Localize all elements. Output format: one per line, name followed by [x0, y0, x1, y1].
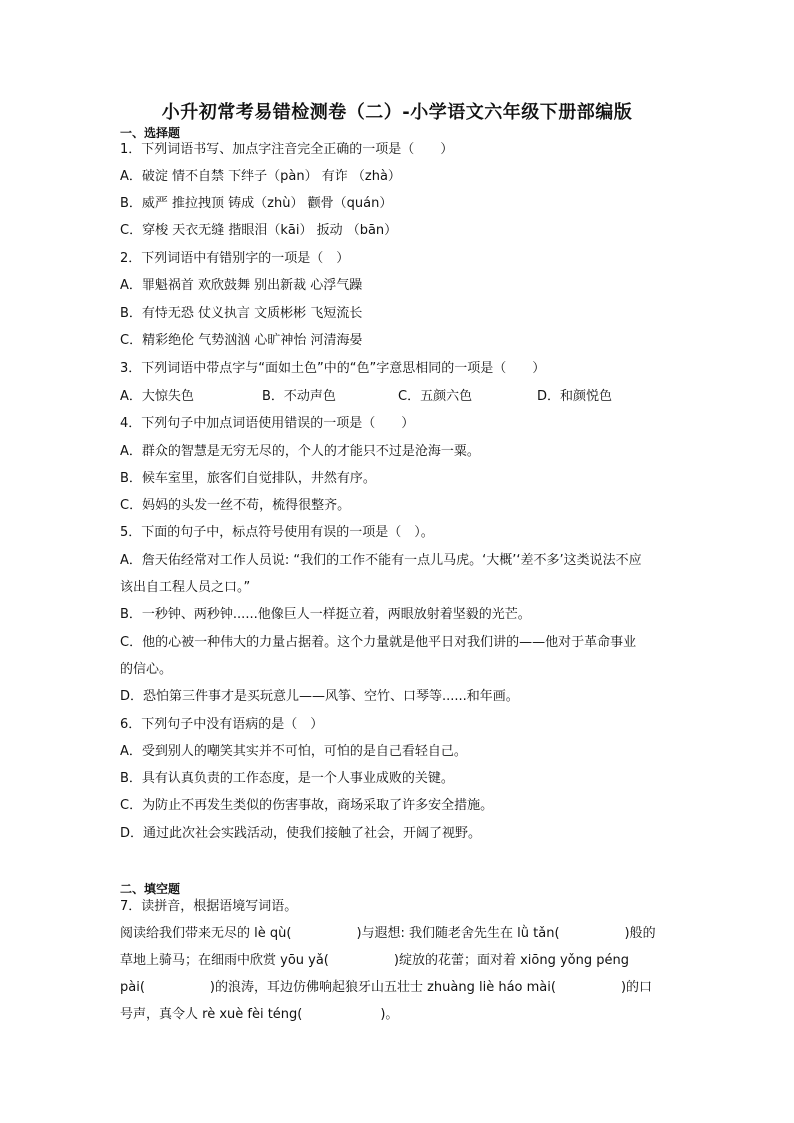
question-6-option-a: A．受到别人的嘲笑其实并不可怕，可怕的是自己看轻自己。 — [120, 744, 467, 759]
question-1-option-a: A．破淀 情不自禁 下绊子（pàn） 有诈 （zhà） — [120, 169, 401, 184]
question-3-option-d: D．和颜悦色 — [537, 389, 613, 404]
question-6-option-d: D．通过此次社会实践活动，使我们接触了社会，开阔了视野。 — [120, 826, 482, 841]
question-6-option-c: C．为防止不再发生类似的伤害事故，商场采取了许多安全措施。 — [120, 798, 494, 813]
question-7: 7．读拼音，根据语境写词语。 — [120, 899, 298, 914]
question-5-option-a-line-1: A．詹天佑经常对工作人员说: “我们的工作不能有一点儿马虎。‘大概’‘差不多’这类说法不应 — [120, 553, 642, 568]
question-5-option-a-line-2: 该出自工程人员之口。” — [120, 580, 251, 595]
question-5-option-c-line-1: C．他的心被一种伟大的力量占据着。这个力量就是他平日对我们讲的——他对于革命事业 — [120, 635, 637, 650]
question-5-option-d: D．恐怕第三件事才是买玩意儿——风筝、空竹、口琴等......和年画。 — [120, 689, 519, 704]
question-7-line-4: 号声，真令人 rè xuè fèi téng( )。 — [120, 1007, 399, 1022]
question-7-line-3: pài( )的浪涛，耳边仿佛响起狼牙山五壮士 zhuàng liè háo mài( )的口 — [120, 980, 653, 995]
question-7-line-1: 阅读给我们带来无尽的 lè qù( )与遐想: 我们随老舍先生在 lǜ tǎn( )般的 — [120, 926, 656, 941]
question-2-option-b: B．有恃无恐 仗义执言 文质彬彬 飞短流长 — [120, 306, 363, 321]
question-1: 1．下列词语书写、加点字注音完全正确的一项是（ ） — [120, 142, 454, 157]
question-5: 5．下面的句子中，标点符号使用有误的一项是（ ）。 — [120, 525, 434, 540]
question-5-option-b: B．一秒钟、两秒钟......他像巨人一样挺立着，两眼放射着坚毅的光芒。 — [120, 607, 531, 622]
question-6: 6．下列句子中没有语病的是（ ） — [120, 717, 324, 732]
question-3-option-a: A．大惊失色 — [120, 389, 194, 404]
question-1-option-c: C．穿梭 天衣无缝 揩眼泪（kāi） 扳动 （bān） — [120, 223, 398, 238]
question-3: 3．下列词语中带点字与“面如土色”中的“色”字意思相同的一项是（ ） — [120, 361, 546, 376]
section-heading-fill: 二、填空题 — [120, 882, 181, 896]
question-4-option-b: B．候车室里，旅客们自觉排队，井然有序。 — [120, 471, 376, 486]
question-6-option-b: B．具有认真负责的工作态度，是一个人事业成败的关键。 — [120, 771, 454, 786]
section-heading-choice: 一、选择题 — [120, 126, 181, 140]
question-5-option-c-line-2: 的信心。 — [120, 662, 173, 677]
question-4-option-a: A．群众的智慧是无穷无尽的，个人的才能只不过是沧海一粟。 — [120, 444, 480, 459]
question-2-option-a: A．罪魁祸首 欢欣鼓舞 别出新裁 心浮气躁 — [120, 278, 363, 293]
question-4-option-c: C．妈妈的头发一丝不苟，梳得很整齐。 — [120, 498, 351, 513]
question-7-line-2: 草地上骑马；在细雨中欣赏 yōu yǎ( )绽放的花蕾；面对着 xiōng yǒng péng — [120, 953, 629, 968]
question-1-option-b: B．威严 推拉拽顶 铸成（zhù） 颧骨（quán） — [120, 196, 393, 211]
question-4: 4．下列句子中加点词语使用错误的一项是（ ） — [120, 416, 415, 431]
page-title: 小升初常考易错检测卷（二）-小学语文六年级下册部编版 — [161, 102, 633, 123]
question-2: 2．下列词语中有错别字的一项是（ ） — [120, 251, 350, 266]
question-3-option-b: B．不动声色 — [262, 389, 336, 404]
question-2-option-c: C．精彩绝伦 气势汹汹 心旷神怡 河清海晏 — [120, 333, 363, 348]
question-3-option-c: C．五颜六色 — [398, 389, 473, 404]
